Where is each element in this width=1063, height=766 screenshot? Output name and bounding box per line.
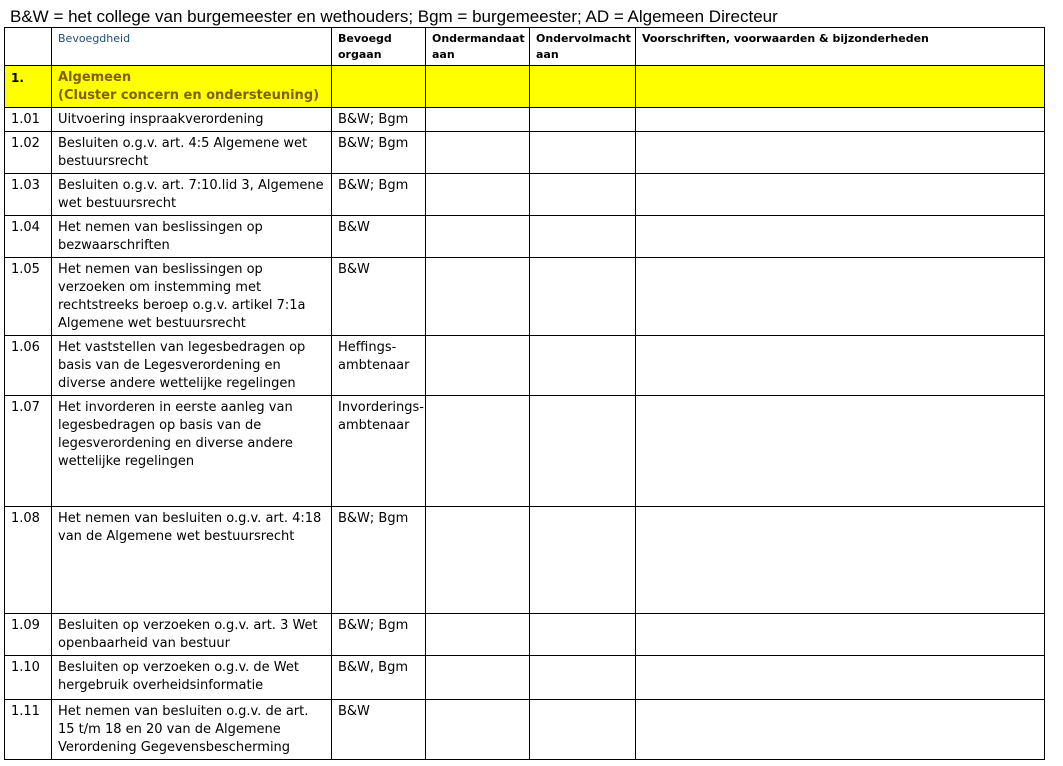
row-orgaan: B&W (332, 216, 426, 258)
table-row (5, 216, 1045, 258)
section-orgaan-cell (332, 66, 426, 108)
row-bevoegdheid: Besluiten op verzoeken o.g.v. de Wet hergebruik overheidsinformatie (52, 656, 332, 700)
row-ondermandaat (426, 656, 530, 700)
row-num: 1.04 (5, 216, 52, 258)
row-ondervolmacht (530, 396, 636, 507)
row-ondervolmacht (530, 507, 636, 614)
row-ondermandaat (426, 108, 530, 132)
row-ondervolmacht (530, 108, 636, 132)
row-bevoegdheid: Besluiten op verzoeken o.g.v. art. 3 Wet openbaarheid van bestuur (52, 614, 332, 656)
row-voorschriften (636, 132, 1045, 174)
table-row (5, 108, 1045, 132)
header-ondermandaat: Ondermandaat aan (426, 28, 530, 66)
row-bevoegdheid: Het nemen van beslissingen op verzoeken om instemming met rechtstreeks beroep o.g.v. artikel 7:1a Algemene wet bestuursrecht (52, 258, 332, 336)
row-orgaan: B&W; Bgm (332, 108, 426, 132)
row-orgaan: B&W (332, 700, 426, 760)
row-ondermandaat (426, 336, 530, 396)
row-ondermandaat (426, 396, 530, 507)
row-num: 1.02 (5, 132, 52, 174)
header-num (5, 28, 52, 66)
header-orgaan: Bevoegd orgaan (332, 28, 426, 66)
row-num: 1.11 (5, 700, 52, 760)
row-orgaan: B&W; Bgm (332, 174, 426, 216)
row-voorschriften (636, 700, 1045, 760)
section-title (52, 66, 332, 108)
row-bevoegdheid: Het nemen van besluiten o.g.v. art. 4:18 van de Algemene wet bestuursrecht (52, 507, 332, 614)
row-ondervolmacht (530, 614, 636, 656)
table-row (5, 132, 1045, 174)
table-row (5, 507, 1045, 614)
row-orgaan: B&W; Bgm (332, 614, 426, 656)
row-ondervolmacht (530, 132, 636, 174)
section-title-line1: Algemeen (58, 70, 132, 85)
header-voorschriften: Voorschriften, voorwaarden & bijzonderheden (636, 28, 1045, 66)
row-num: 1.05 (5, 258, 52, 336)
header-ondervolmacht: Ondervolmacht aan (530, 28, 636, 66)
row-bevoegdheid: Het invorderen in eerste aanleg van legesbedragen op basis van de legesverordening en diverse andere wettelijke regelingen (52, 396, 332, 507)
row-orgaan: B&W, Bgm (332, 656, 426, 700)
row-orgaan: B&W (332, 258, 426, 336)
row-orgaan: B&W; Bgm (332, 132, 426, 174)
row-ondervolmacht (530, 656, 636, 700)
section-ondervolmacht-cell (530, 66, 636, 108)
row-bevoegdheid: Het nemen van besluiten o.g.v. de art. 15 t/m 18 en 20 van de Algemene Verordening Gegevensbescherming (52, 700, 332, 760)
table-row (5, 396, 1045, 507)
row-ondermandaat (426, 507, 530, 614)
row-bevoegdheid: Besluiten o.g.v. art. 7:10.lid 3, Algemene wet bestuursrecht (52, 174, 332, 216)
row-num: 1.03 (5, 174, 52, 216)
section-ondermandaat-cell (426, 66, 530, 108)
table-row (5, 614, 1045, 656)
row-voorschriften (636, 174, 1045, 216)
table-row (5, 258, 1045, 336)
row-ondervolmacht (530, 174, 636, 216)
row-ondermandaat (426, 132, 530, 174)
mandate-table (4, 27, 1045, 760)
row-num: 1.06 (5, 336, 52, 396)
section-num: 1. (5, 66, 52, 108)
row-voorschriften (636, 108, 1045, 132)
row-bevoegdheid: Het nemen van beslissingen op bezwaarschriften (52, 216, 332, 258)
header-bevoegdheid: Bevoegdheid (52, 28, 332, 66)
section-row (5, 66, 1045, 108)
row-num: 1.10 (5, 656, 52, 700)
row-bevoegdheid: Besluiten o.g.v. art. 4:5 Algemene wet bestuursrecht (52, 132, 332, 174)
row-ondervolmacht (530, 336, 636, 396)
legend-caption: B&W = het college van burgemeester en wethouders; Bgm = burgemeester; AD = Algemeen Directeur (10, 7, 778, 26)
row-ondervolmacht (530, 258, 636, 336)
row-num: 1.09 (5, 614, 52, 656)
table-row (5, 656, 1045, 700)
row-voorschriften (636, 258, 1045, 336)
row-ondervolmacht (530, 700, 636, 760)
row-orgaan: Heffings-ambtenaar (332, 336, 426, 396)
table-row (5, 174, 1045, 216)
section-voorschriften-cell (636, 66, 1045, 108)
row-ondermandaat (426, 174, 530, 216)
row-num: 1.01 (5, 108, 52, 132)
row-orgaan: Invorderings-ambtenaar (332, 396, 426, 507)
row-voorschriften (636, 396, 1045, 507)
row-bevoegdheid: Uitvoering inspraakverordening (52, 108, 332, 132)
row-voorschriften (636, 216, 1045, 258)
row-ondermandaat (426, 614, 530, 656)
row-ondermandaat (426, 258, 530, 336)
row-num: 1.07 (5, 396, 52, 507)
row-ondervolmacht (530, 216, 636, 258)
table-row (5, 336, 1045, 396)
row-ondermandaat (426, 700, 530, 760)
row-bevoegdheid: Het vaststellen van legesbedragen op basis van de Legesverordening en diverse andere wettelijke regelingen (52, 336, 332, 396)
header-row (5, 28, 1045, 66)
row-ondermandaat (426, 216, 530, 258)
table-row (5, 700, 1045, 760)
row-voorschriften (636, 614, 1045, 656)
row-num: 1.08 (5, 507, 52, 614)
row-voorschriften (636, 507, 1045, 614)
row-orgaan: B&W; Bgm (332, 507, 426, 614)
section-title-line2: (Cluster concern en ondersteuning) (58, 88, 320, 103)
row-voorschriften (636, 656, 1045, 700)
row-voorschriften (636, 336, 1045, 396)
